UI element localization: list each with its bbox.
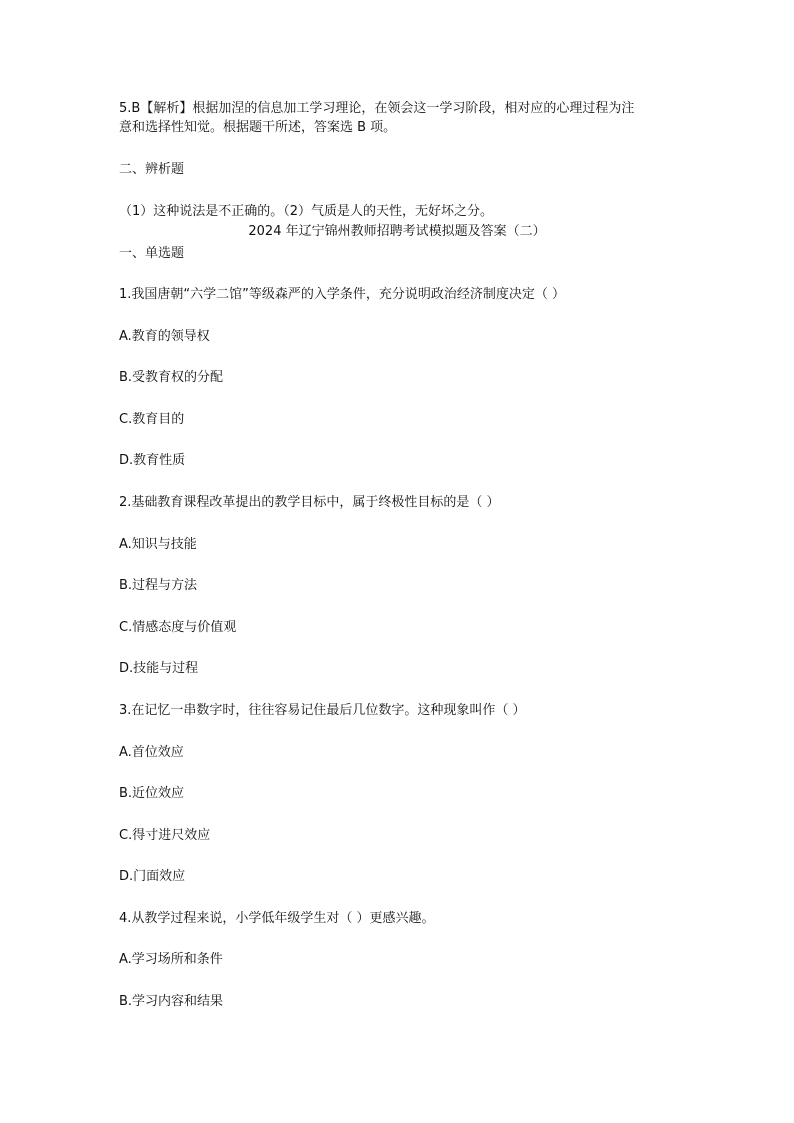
question-1-stem: 1.我国唐朝“六学二馆”等级森严的入学条件，充分说明政治经济制度决定（ ） [119,287,566,302]
question-3-option-d: D.门面效应 [119,869,186,884]
question-3-option-c: C.得寸进尺效应 [119,828,211,843]
question-3-option-b: B.近位效应 [119,786,185,801]
question-2-option-c: C.情感态度与价值观 [119,620,237,635]
section-two-heading: 二、辨析题 [119,162,185,177]
question-1-option-a: A.教育的领导权 [119,329,210,344]
question-3-option-a: A.首位效应 [119,745,184,760]
question-2-option-b: B.过程与方法 [119,578,198,593]
answer-5-line-1: 5.B【解析】根据加涅的信息加工学习理论，在领会这一学习阶段，相对应的心理过程为注 [119,101,635,116]
question-3-stem: 3.在记忆一串数字时，往往容易记住最后几位数字。这种现象叫作（ ） [119,703,526,718]
question-4-stem: 4.从教学过程来说，小学低年级学生对（ ）更感兴趣。 [119,911,435,926]
question-1-option-b: B.受教育权的分配 [119,370,224,385]
question-1-option-c: C.教育目的 [119,412,185,427]
exam-title: 2024 年辽宁锦州教师招聘考试模拟题及答案（二） [248,224,546,239]
question-2-option-a: A.知识与技能 [119,537,197,552]
section-two-answer: （1）这种说法是不正确的。（2）气质是人的天性，无好坏之分。 [119,204,494,219]
question-4-option-b: B.学习内容和结果 [119,994,224,1009]
question-1-option-d: D.教育性质 [119,453,186,468]
question-2-stem: 2.基础教育课程改革提出的教学目标中，属于终极性目标的是（ ） [119,495,500,510]
question-4-option-a: A.学习场所和条件 [119,952,223,967]
section-one-heading: 一、单选题 [119,246,185,261]
question-2-option-d: D.技能与过程 [119,661,199,676]
answer-5-line-2: 意和选择性知觉。根据题干所述，答案选 B 项。 [119,120,397,135]
